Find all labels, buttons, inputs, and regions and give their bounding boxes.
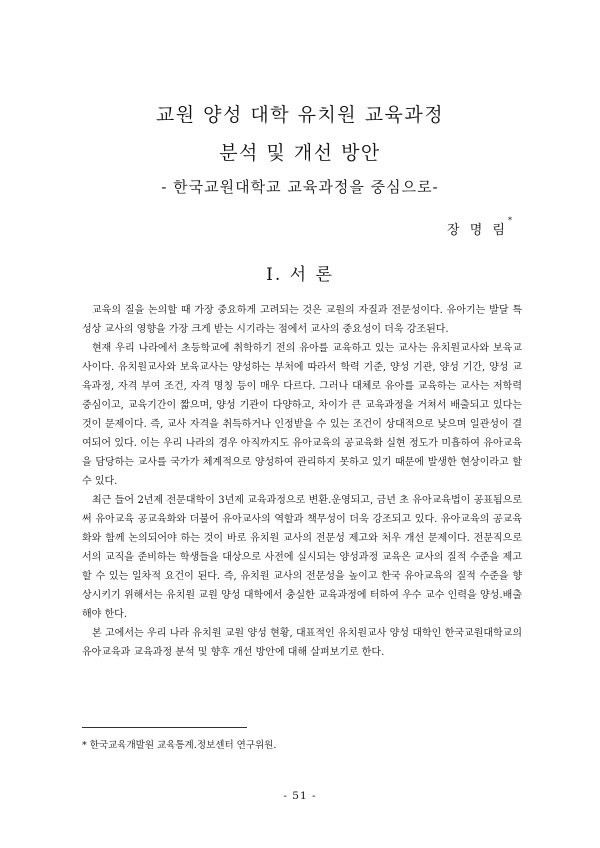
title-line-2: 분석 및 개선 방안 xyxy=(219,142,381,164)
subtitle: - 한국교원대학교 교육과정을 중심으로- xyxy=(161,178,439,196)
paragraph-1: 교육의 질을 논의할 때 가장 중요하게 고려되는 것은 교원의 자질과 전문성이다. 유아기는 발달 특성상 교사의 영향을 가장 크게 받는 시기라는 점에서 교사의 중요성이 더욱 강조된다. xyxy=(82,305,522,335)
section-heading: Ⅰ. 서 론 xyxy=(266,265,334,285)
body-text xyxy=(82,301,522,662)
author xyxy=(447,216,512,238)
page-number: - 51 - xyxy=(283,790,317,802)
footnote: * 한국교육개발원 교육통계․정보센터 연구위원. xyxy=(82,740,277,751)
author-name: 장 명 림 xyxy=(447,223,508,238)
title-line-1: 교원 양성 대학 유치원 교육과정 xyxy=(155,104,445,126)
footnote-divider xyxy=(82,727,247,728)
author-footnote-mark: * xyxy=(508,216,512,225)
paragraph-2: 현재 우리 나라에서 초등학교에 취학하기 전의 유아를 교육하고 있는 교사는 유치원교사와 보육교사이다. 유치원교사와 보육교사는 양성하는 부처에 따라서 학력 기준, 양성 기관, 양성 기간, 양성 교육과정, 자격 부여 조건, 자격 명칭 등이 매우 다르다. 그러나 대체로 유아를 교육하는 교사는 저학력 중심이고, 교육기간이 짧으며, 양성 기관이 다양하고, 차이가 큰 교육과정을 거쳐서 배출되고 있다는 것이 문제이다. 즉, 교사 자격을 취득하거나 인정받을 수 있는 조건이 상대적으로 낮으며 일관성이 결여되어 있다. 이는 우리 나라의 경우 아직까지도 유아교육의 공교육화 실현 정도가 미흡하여 유아교육을 담당하는 교사를 국가가 체계적으로 양성하여 관리하지 못하고 있기 때문에 발생한 현상이라고 할 수 있다. xyxy=(82,343,522,487)
paragraph-4: 본 고에서는 우리 나라 유치원 교원 양성 현황, 대표적인 유치원교사 양성 대학인 한국교원대학교의 유아교육과 교육과정 분석 및 향후 개선 방안에 대해 살펴보기로 한다. xyxy=(82,628,522,658)
paragraph-3: 최근 들어 2년제 전문대학이 3년제 교육과정으로 변환․운영되고, 금년 초 유아교육법이 공표됨으로써 유아교육 공교육화와 더불어 유아교사의 역할과 책무성이 더욱 강조되고 있다. 유아교육의 공교육화와 함께 논의되어야 하는 것이 바로 유치원 교사의 전문성 제고와 처우 개선 문제이다. 전문직으로서의 교직을 준비하는 학생들을 대상으로 사전에 실시되는 양성과정 교육은 교사의 질적 수준을 제고할 수 있는 일차적 요건이 된다. 즉, 유치원 교사의 전문성을 높이고 한국 유아교육의 질적 수준을 향상시키기 위해서는 유치원 교원 양성 대학에서 충실한 교육과정에 터하여 우수 교수 인력을 양성․배출해야 한다. xyxy=(82,495,522,620)
